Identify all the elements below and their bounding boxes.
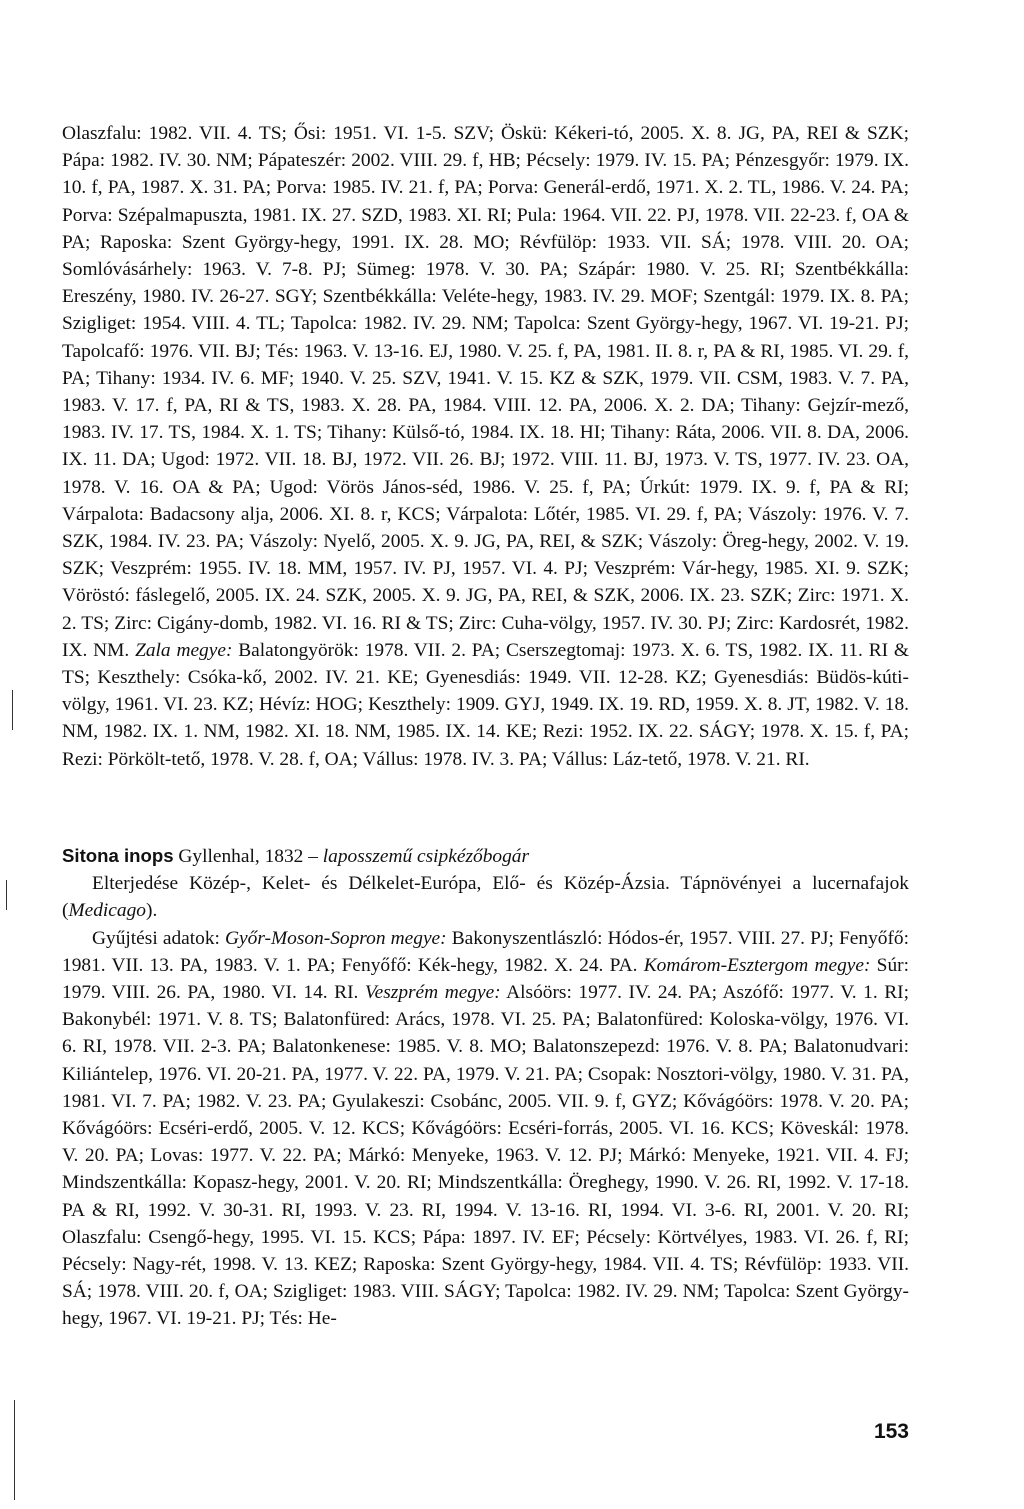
species-author: Gyllenhal, 1832 – (173, 846, 323, 867)
county-label-veszprem: Veszprém megye: (364, 982, 501, 1004)
distribution-text: Elterjedése Közép-, Kelet- és Délkelet-Európa, Elő- és Közép-Ázsia. Tápnövényei a lucernafajok ( (62, 873, 909, 922)
records-text-zala: Balatongyörök: 1978. VII. 2. PA; Cserszegtomaj: 1973. X. 6. TS, 1982. IX. 11. RI & TS; Keszthely: Csóka-kő, 2002. IV. 21. KE; Gyenesdiás: 1949. VII. 12-28. KZ; Gyenesdiás: Büdös-kúti-völgy, 1961. VI. 23. KZ; Hévíz: HOG; Keszthely: 1909. GYJ, 1949. IX. 19. RD, 1959. X. 8. JT, 1982. V. 18. NM, 1982. IX. 1. NM, 1982. XI. 18. NM, 1985. IX. 14. KE; Rezi: 1952. IX. 22. SÁGY; 1978. X. 15. f, PA; Rezi: Pörkölt-tető, 1978. V. 28. f, OA; Vállus: 1978. IV. 3. PA; Vállus: Láz-tető, 1978. V. 21. RI. (62, 639, 909, 770)
collection-label: Gyűjtési adatok: (92, 927, 226, 949)
page-number: 153 (873, 1420, 909, 1443)
records-continued-block (62, 120, 909, 773)
records-text: Olaszfalu: 1982. VII. 4. TS; Ősi: 1951. VI. 1-5. SZV; Öskü: Kékeri-tó, 2005. X. 8. JG, PA, REI & SZK; Pápa: 1982. IV. 30. NM; Pápateszér: 2002. VIII. 29. f, HB; Pécsely: 1979. IV. 15. PA; Pénzesgyőr: 1979. IX. 10. f, PA, 1987. X. 31. PA; Porva: 1985. IV. 21. f, PA; Porva: Generál-erdő, 1971. X. 2. TL, 1986. V. 24. PA; Porva: Szépalmapuszta, 1981. IX. 27. SZD, 1983. XI. RI; Pula: 1964. VII. 22. PJ, 1978. VII. 22-23. f, OA & PA; Raposka: Szent György-hegy, 1991. IX. 28. MO; Révfülöp: 1933. VII. SÁ; 1978. VIII. 20. OA; Somlóvásárhely: 1963. V. 7-8. PJ; Sümeg: 1978. V. 30. PA; Szápár: 1980. V. 25. RI; Szentbékkálla: Ereszény, 1980. IV. 26-27. SGY; Szentbékkálla: Veléte-hegy, 1983. IV. 29. MOF; Szentgál: 1979. IX. 8. PA; Szigliget: 1954. VIII. 4. TL; Tapolca: 1982. IV. 29. NM; Tapolca: Szent György-hegy, 1967. VI. 19-21. PJ; Tapolcafő: 1976. VII. BJ; Tés: 1963. V. 13-16. EJ, 1980. V. 25. f, PA, 1981. II. 8. r, PA & RI, 1985. VI. 29. f, PA; Tihany: 1934. IV. 6. MF; 1940. V. 25. SZV, 1941. V. 15. KZ & SZK, 1979. VII. CSM, 1983. V. 7. PA, 1983. V. 17. f, PA, RI & TS, 1983. X. 28. PA, 1984. VIII. 12. PA, 2006. X. 2. DA; Tihany: Gejzír-mező, 1983. IV. 17. TS, 1984. X. 1. TS; Tihany: Külső-tó, 1984. IX. 18. HI; Tihany: Ráta, 2006. VII. 8. DA, 2006. IX. 11. DA; Ugod: 1972. VII. 18. BJ, 1972. VII. 26. BJ; 1972. VIII. 11. BJ, 1973. V. TS, 1977. IV. 23. OA, 1978. V. 16. OA & PA; Ugod: Vörös János-séd, 1986. V. 25. f, PA; Úrkút: 1979. IX. 9. f, PA & RI; Várpalota: Badacsony alja, 2006. XI. 8. r, KCS; Várpalota: Lőtér, 1985. VI. 29. f, PA; Vászoly: 1976. V. 7. SZK, 1984. IV. 23. PA; Vászoly: Nyelő, 2005. X. 9. JG, PA, REI, & SZK; Vászoly: Öreg-hegy, 2002. V. 19. SZK; Veszprém: 1955. IV. 18. MM, 1957. IV. PJ, 1957. VI. 4. PJ; Veszprém: Vár-hegy, 1985. XI. 9. SZK; Vöröstó: fáslegelő, 2005. IX. 24. SZK, 2005. X. 9. JG, PA, REI, & SZK, 2006. IX. 23. SZK; Zirc: 1971. X. 2. TS; Zirc: Cigány-domb, 1982. VI. 16. RI & TS; Zirc: Cuha-völgy, 1957. IV. 30. PJ; Zirc: Kardosrét, 1982. IX. NM. (62, 123, 909, 661)
county-label-komarom: Komárom-Esztergom megye: (643, 954, 871, 976)
collection-text-gyor: Bakonyszentlászló: Hódos-ér, 1957. VIII. 27. PJ; Fenyőfő: 1981. VII. 13. PA, 1983. V. 1. PA; Fenyőfő: Kék-hegy, 1982. X. 24. PA. (62, 927, 909, 976)
scan-margin-mark (12, 690, 13, 730)
species-heading (62, 842, 909, 870)
county-label-zala: Zala megye: (135, 639, 233, 661)
species-name: Sitona inops (62, 845, 174, 866)
host-plant-genus: Medicago (68, 900, 147, 922)
collection-text-komarom: Súr: 1979. VIII. 26. PA, 1980. VI. 14. RI. (62, 954, 910, 1004)
collection-text-veszprem: Alsóörs: 1977. IV. 24. PA; Aszófő: 1977. V. 1. RI; Bakonybél: 1971. V. 8. TS; Balatonfüred: Arács, 1978. VI. 25. PA; Balatonfüred: Koloska-völgy, 1976. VI. 6. RI, 1978. VII. 2-3. PA; Balatonkenese: 1985. V. 8. MO; Balatonszepezd: 1976. V. 8. PA; Balatonudvari: Kiliántelep, 1976. VI. 20-21. PA, 1977. V. 22. PA, 1979. V. 21. PA; Csopak: Nosztori-völgy, 1980. V. 31. PA, 1981. VI. 7. PA; 1982. V. 23. PA; Gyulakeszi: Csobánc, 2005. VII. 9. f, GYZ; Kővágóörs: 1978. V. 20. PA; Kővágóörs: Ecséri-erdő, 2005. V. 12. KCS; Kővágóörs: Ecséri-forrás, 2005. VI. 16. KCS; Köveskál: 1978. V. 20. PA; Lovas: 1977. V. 22. PA; Márkó: Menyeke, 1963. V. 12. PJ; Márkó: Menyeke, 1921. VII. 4. FJ; Mindszentkálla: Kopasz-hegy, 2001. V. 20. RI; Mindszentkálla: Öreghegy, 1990. V. 26. RI, 1992. V. 17-18. PA & RI, 1992. V. 30-31. RI, 1993. V. 23. RI, 1994. V. 13-16. RI, 1994. VI. 3-6. RI, 2001. V. 20. RI; Olaszfalu: Csengő-hegy, 1995. VI. 15. KCS; Pápa: 1897. IV. EF; Pécsely: Körtvélyes, 1983. VI. 26. f, RI; Pécsely: Nagy-rét, 1998. V. 13. KEZ; Raposka: Szent György-hegy, 1984. VII. 4. TS; Révfülöp: 1933. VII. SÁ; 1978. VIII. 20. f, OA; Szigliget: 1983. VIII. SÁGY; Tapolca: 1982. IV. 29. NM; Tapolca: Szent György-hegy, 1967. VI. 19-21. PJ; Tés: He- (62, 982, 909, 1330)
scan-margin-mark (6, 880, 7, 910)
species-entry (62, 842, 909, 1333)
county-label-gyor: Győr-Moson-Sopron megye: (225, 927, 447, 949)
species-common-name: laposszemű csipkézőbogár (322, 846, 530, 867)
distribution-end: ). (146, 900, 158, 922)
collection-paragraph (62, 925, 909, 1333)
scan-margin-mark (14, 1400, 15, 1500)
distribution-paragraph (62, 870, 909, 924)
records-paragraph (62, 120, 909, 773)
